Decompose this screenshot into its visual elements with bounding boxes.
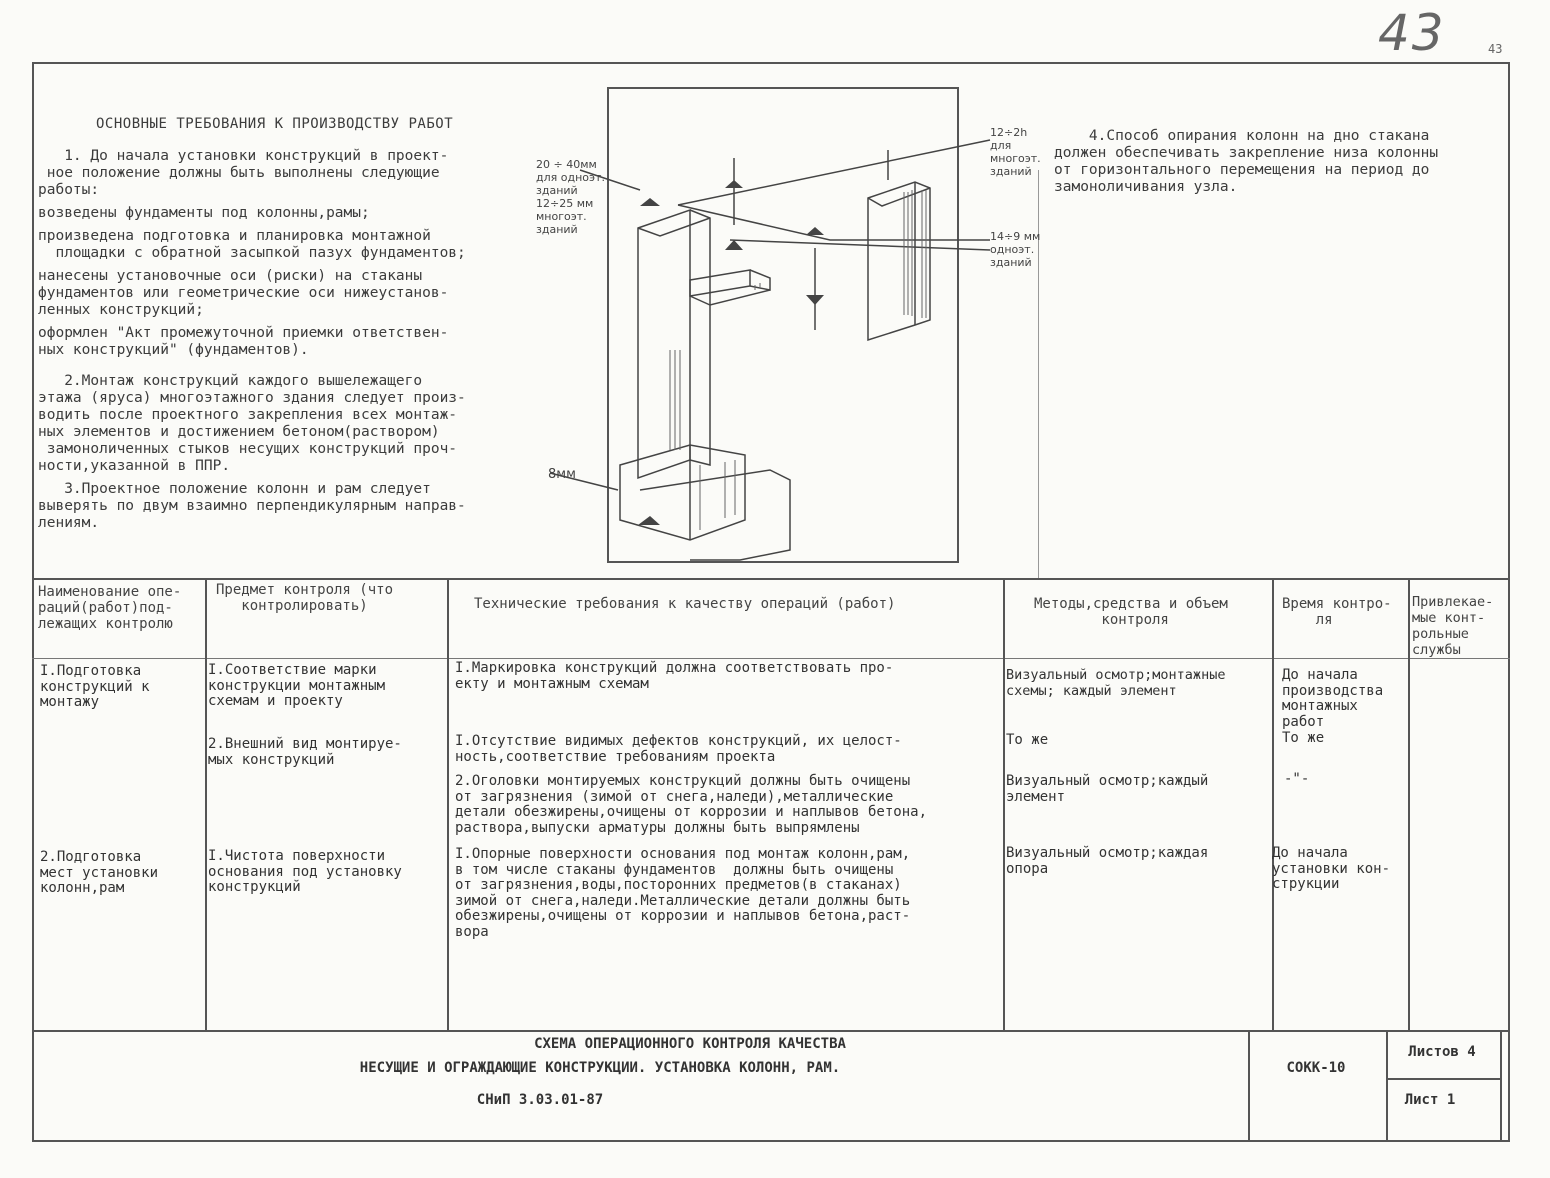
requirement-cell-4: I.Опорные поверхности основания под монтаж колонн,рам, в том числе стаканы фундаментов должны быть очищены от загрязнения,воды,посторонних предметов(в стаканах) зимой от снега,наледи.Металлические детали должны быть обезжирены,очищены от коррозии и наплывов бетона,раст- вора (455, 846, 911, 940)
title-right-border (1500, 1030, 1502, 1142)
label-gap-top-right: 12÷2h для многоэт. зданий (990, 126, 1041, 178)
col-divider-5 (1408, 578, 1410, 1030)
document-title-1: СХЕМА ОПЕРАЦИОННОГО КОНТРОЛЯ КАЧЕСТВА (534, 1036, 846, 1052)
header-operations: Наименование опе- раций(работ)под- лежащих контролю (38, 584, 182, 632)
document-title-2: НЕСУЩИЕ И ОГРАЖДАЮЩИЕ КОНСТРУКЦИИ. УСТАНОВКА КОЛОНН, РАМ. (359, 1060, 841, 1076)
table-bottom-border (32, 1030, 1510, 1032)
title-divider-2 (1386, 1030, 1388, 1142)
page-number-small: 43 (1488, 42, 1503, 56)
label-gap-left: 20 ÷ 40мм для одноэт. зданий 12÷25 мм многоэт. зданий (536, 158, 605, 236)
time-4: До начала установки кон- струкции (1272, 845, 1391, 892)
document-standard: СНиП 3.03.01-87 (476, 1092, 604, 1108)
header-requirements: Технические требования к качеству операций (работ) (474, 596, 896, 612)
col-divider-4 (1272, 578, 1274, 1030)
method-4: Визуальный осмотр;каждая опора (1006, 845, 1209, 877)
requirements-heading: ОСНОВНЫЕ ТРЕБОВАНИЯ К ПРОИЗВОДСТВУ РАБОТ (96, 116, 454, 132)
method-2: То же (1006, 732, 1049, 748)
requirement-1c: нанесены установочные оси (риски) на стаканы фундаментов или геометрические оси нижеустанов- ленных конструкций; (38, 268, 449, 318)
requirement-cell-1: I.Маркировка конструкций должна соответствовать про- екту и монтажным схемам (455, 660, 894, 692)
header-methods: Методы,средства и объем контроля (1034, 596, 1228, 628)
requirement-cell-2: I.Отсутствие видимых дефектов конструкций, их целост- ность,соответствие требованиям проекта (455, 733, 902, 765)
title-divider-3 (1386, 1078, 1500, 1080)
requirement-4: 4.Способ опирания колонн на дно стакана должен обеспечивать закрепление низа колонны от горизонтального перемещения на период до замоноличивания узла. (1054, 128, 1439, 195)
method-1: Визуальный осмотр;монтажные схемы; каждый элемент (1006, 667, 1226, 699)
table-top-border (32, 578, 1510, 580)
time-1: До начала производства монтажных работ (1282, 667, 1384, 730)
requirement-2: 2.Монтаж конструкций каждого вышележащего этажа (яруса) многоэтажного здания следует произ- водить после проектного закрепления всех монтаж- ных элементов и достижением бетоном(раствором) замоноличенных стыков несущих конструкций проч- ности,указанной в ППР. (38, 373, 466, 474)
header-bottom-border (32, 658, 1510, 659)
requirement-1d: оформлен "Акт промежуточной приемки ответствен- ных конструкций" (фундаментов). (38, 325, 449, 358)
header-time: Время контро- ля (1282, 596, 1392, 628)
document-code: СОКК-10 (1286, 1060, 1346, 1076)
header-services: Привлекае- мые конт- рольные службы (1412, 594, 1494, 658)
requirements-body (38, 148, 538, 538)
requirement-1a: возведены фундаменты под колонны,рамы; (38, 205, 370, 221)
subject-2: 2.Внешний вид монтируе- мых конструкций (208, 736, 402, 768)
requirement-3: 3.Проектное положение колонн и рам следует выверять по двум взаимно перпендикулярным направ- лениям. (38, 481, 466, 531)
label-8mm: 8мм (548, 467, 576, 482)
operation-1: I.Подготовка конструкций к монтажу (40, 663, 150, 710)
label-gap-right: 14÷9 мм одноэт. зданий (990, 230, 1041, 269)
sheet-number: Лист 1 (1404, 1092, 1456, 1108)
page-number: 43 (1378, 4, 1446, 62)
col-divider-2 (447, 578, 449, 1030)
sheets-total: Листов 4 (1408, 1044, 1476, 1060)
col-divider-1 (205, 578, 207, 1030)
subject-1: I.Соответствие марки конструкции монтажным схемам и проекту (208, 662, 386, 709)
method-3: Визуальный осмотр;каждый элемент (1006, 773, 1209, 805)
time-3: -"- (1284, 771, 1310, 787)
title-divider-1 (1248, 1030, 1250, 1142)
subject-3: I.Чистота поверхности основания под установку конструкций (208, 848, 402, 895)
col-divider-3 (1003, 578, 1005, 1030)
time-2: То же (1282, 730, 1325, 746)
operation-2: 2.Подготовка мест установки колонн,рам (40, 849, 159, 896)
requirement-1: 1. До начала установки конструкций в проект- ное положение должны быть выполнены следующие работы: (38, 148, 449, 198)
requirement-cell-3: 2.Оголовки монтируемых конструкций должны быть очищены от загрязнения (зимой от снега,наледи),металлические детали обезжирены,очищены от коррозии и наплывов бетона, раствора,выпуски арматуры должны быть выпрямлены (455, 773, 928, 836)
requirement-1b: произведена подготовка и планировка монтажной площадки с обратной засыпкой пазух фундаментов; (38, 228, 466, 261)
header-subject: Предмет контроля (что контролировать) (216, 582, 394, 614)
